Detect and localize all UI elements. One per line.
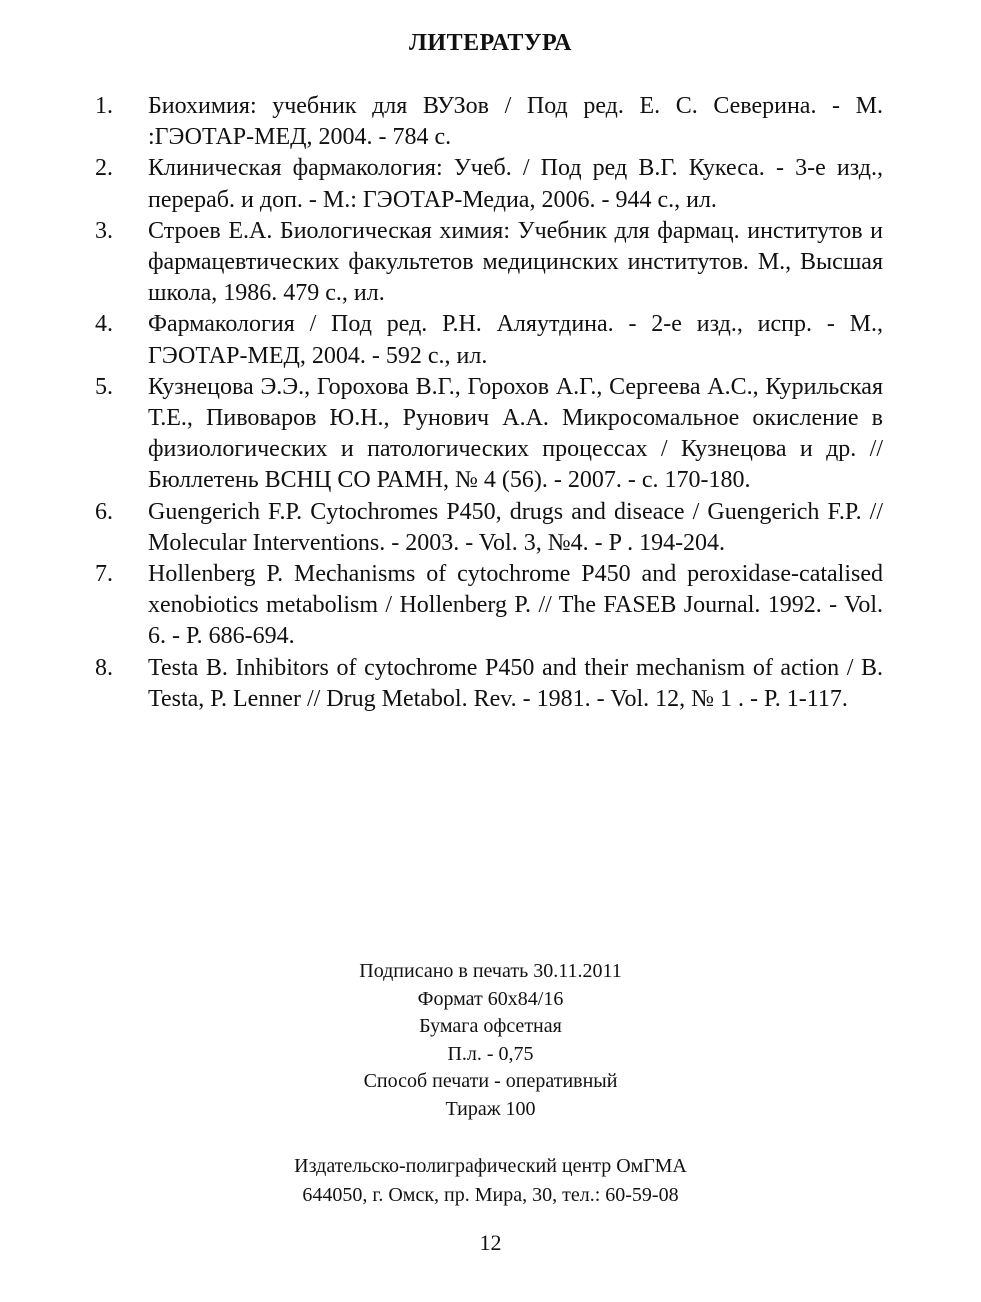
publisher-name: Издательско-полиграфический центр ОмГМА <box>294 1155 687 1177</box>
reference-item <box>95 653 883 715</box>
reference-item <box>95 497 883 559</box>
publisher-address: 644050, г. Омск, пр. Мира, 30, тел.: 60-59-08 <box>302 1184 679 1206</box>
imprint-block <box>0 958 981 1123</box>
reference-item <box>95 91 883 153</box>
reference-number: 4. <box>95 311 113 338</box>
page-number: 12 <box>479 1230 502 1255</box>
reference-number: 8. <box>95 654 113 681</box>
reference-item <box>95 372 883 497</box>
imprint-sheets: П.л. - 0,75 <box>447 1042 534 1065</box>
reference-text: Hollenberg P. Mechanisms of cytochrome P450 and peroxidase-catalised xenobiotics metabolism / Hollenberg P. // The FASEB Journal. 1992. - Vol. 6. - P. 686-694. <box>148 561 883 650</box>
reference-number: 3. <box>95 217 113 244</box>
reference-text: Биохимия: учебник для ВУЗов / Под ред. Е. С. Северина. - М. :ГЭОТАР-МЕД, 2004. - 784 с. <box>148 93 883 151</box>
reference-number: 1. <box>95 93 113 119</box>
imprint-print-method: Способ печати - оперативный <box>363 1070 618 1092</box>
page-heading: ЛИТЕРАТУРА <box>409 30 572 56</box>
reference-text: Кузнецова Э.Э., Горохова В.Г., Горохов А.Г., Сергеева А.С., Курильская Т.Е., Пивоваров Ю.Н., Рунович А.А. Микросомальное окисление в физиологических и патологических процессах / Кузнецова и др. // Бюллетень ВСНЦ СО РАМН, № 4 (56). - 2007. - с. 170-180. <box>148 373 883 494</box>
imprint-paper: Бумага офсетная <box>419 1015 562 1037</box>
reference-list <box>95 91 883 715</box>
reference-number: 2. <box>95 155 113 182</box>
reference-number: 6. <box>95 498 113 525</box>
reference-number: 7. <box>95 561 113 588</box>
reference-item <box>95 216 883 310</box>
reference-number: 5. <box>95 373 113 400</box>
reference-item <box>95 153 883 215</box>
reference-text: Testa B. Inhibitors of cytochrome P450 and their mechanism of action / B. Testa, P. Lenner // Drug Metabol. Rev. - 1981. - Vol. 12, № 1 . - P. 1-117. <box>148 654 883 712</box>
reference-text: Клиническая фармакология: Учеб. / Под ред В.Г. Кукеса. - 3-е изд., перераб. и доп. - М.: ГЭОТАР-Медиа, 2006. - 944 с., ил. <box>148 155 883 213</box>
reference-text: Строев Е.А. Биологическая химия: Учебник для фармац. институтов и фармацевтических факультетов медицинских институтов. М., Высшая школа, 1986. 479 с., ил. <box>148 217 883 307</box>
imprint-circulation: Тираж 100 <box>445 1097 536 1120</box>
imprint-format: Формат 60х84/16 <box>417 987 564 1010</box>
imprint-signed-date: Подписано в печать 30.11.2011 <box>359 960 622 982</box>
reference-item <box>95 559 883 653</box>
reference-item <box>95 309 883 371</box>
publisher-block <box>0 1152 981 1210</box>
reference-text: Фармакология / Под ред. Р.Н. Аляутдина. - 2-е изд., испр. - М., ГЭОТАР-МЕД, 2004. - 592 с., ил. <box>148 311 883 369</box>
reference-text: Guengerich F.P. Cytochromes P450, drugs and diseace / Guengerich F.P. // Molecular Interventions. - 2003. - Vol. 3, №4. - P . 194-204. <box>148 498 883 556</box>
